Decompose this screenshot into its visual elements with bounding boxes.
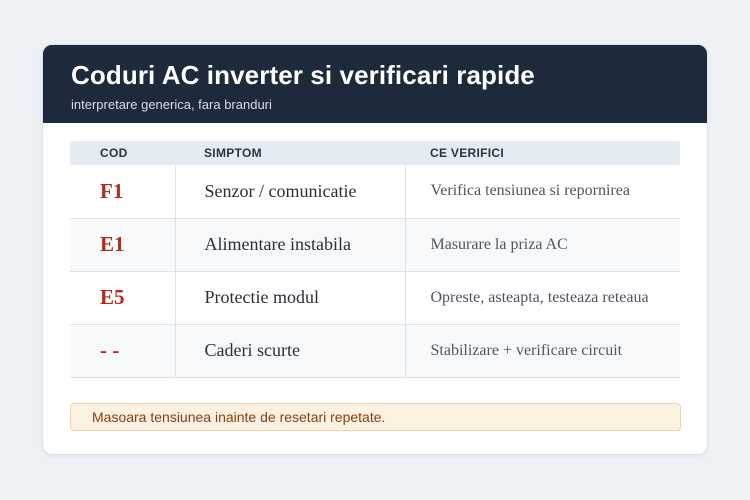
page-title: Coduri AC inverter si verificari rapide	[71, 60, 535, 90]
check-cell: Stabilizare + verificare circuit	[405, 324, 680, 377]
table-row	[70, 324, 680, 377]
symptom-cell: Alimentare instabila	[175, 218, 405, 271]
check-cell: Opreste, asteapta, testeaza reteaua	[405, 271, 680, 324]
page-subtitle: interpretare generica, fara branduri	[71, 97, 272, 112]
error-code: E1	[70, 218, 175, 271]
check-cell: Masurare la priza AC	[405, 218, 680, 271]
symptom-cell: Caderi scurte	[175, 324, 405, 377]
table-row	[70, 165, 680, 218]
card-header	[43, 45, 707, 123]
codes-table	[70, 141, 680, 378]
error-code: E5	[70, 271, 175, 324]
check-cell: Verifica tensiunea si repornirea	[405, 165, 680, 218]
table-row	[70, 271, 680, 324]
error-code: F1	[70, 165, 175, 218]
error-code: - -	[70, 324, 175, 377]
symptom-cell: Senzor / comunicatie	[175, 165, 405, 218]
table-row	[70, 218, 680, 271]
table-header-row	[70, 141, 680, 165]
symptom-cell: Protectie modul	[175, 271, 405, 324]
column-header-check: CE VERIFICI	[405, 141, 680, 165]
error-codes-card	[42, 44, 708, 455]
warning-note: Masoara tensiunea inainte de resetari repetate.	[70, 403, 681, 431]
column-header-code: COD	[70, 141, 175, 165]
column-header-symptom: SIMPTOM	[175, 141, 405, 165]
